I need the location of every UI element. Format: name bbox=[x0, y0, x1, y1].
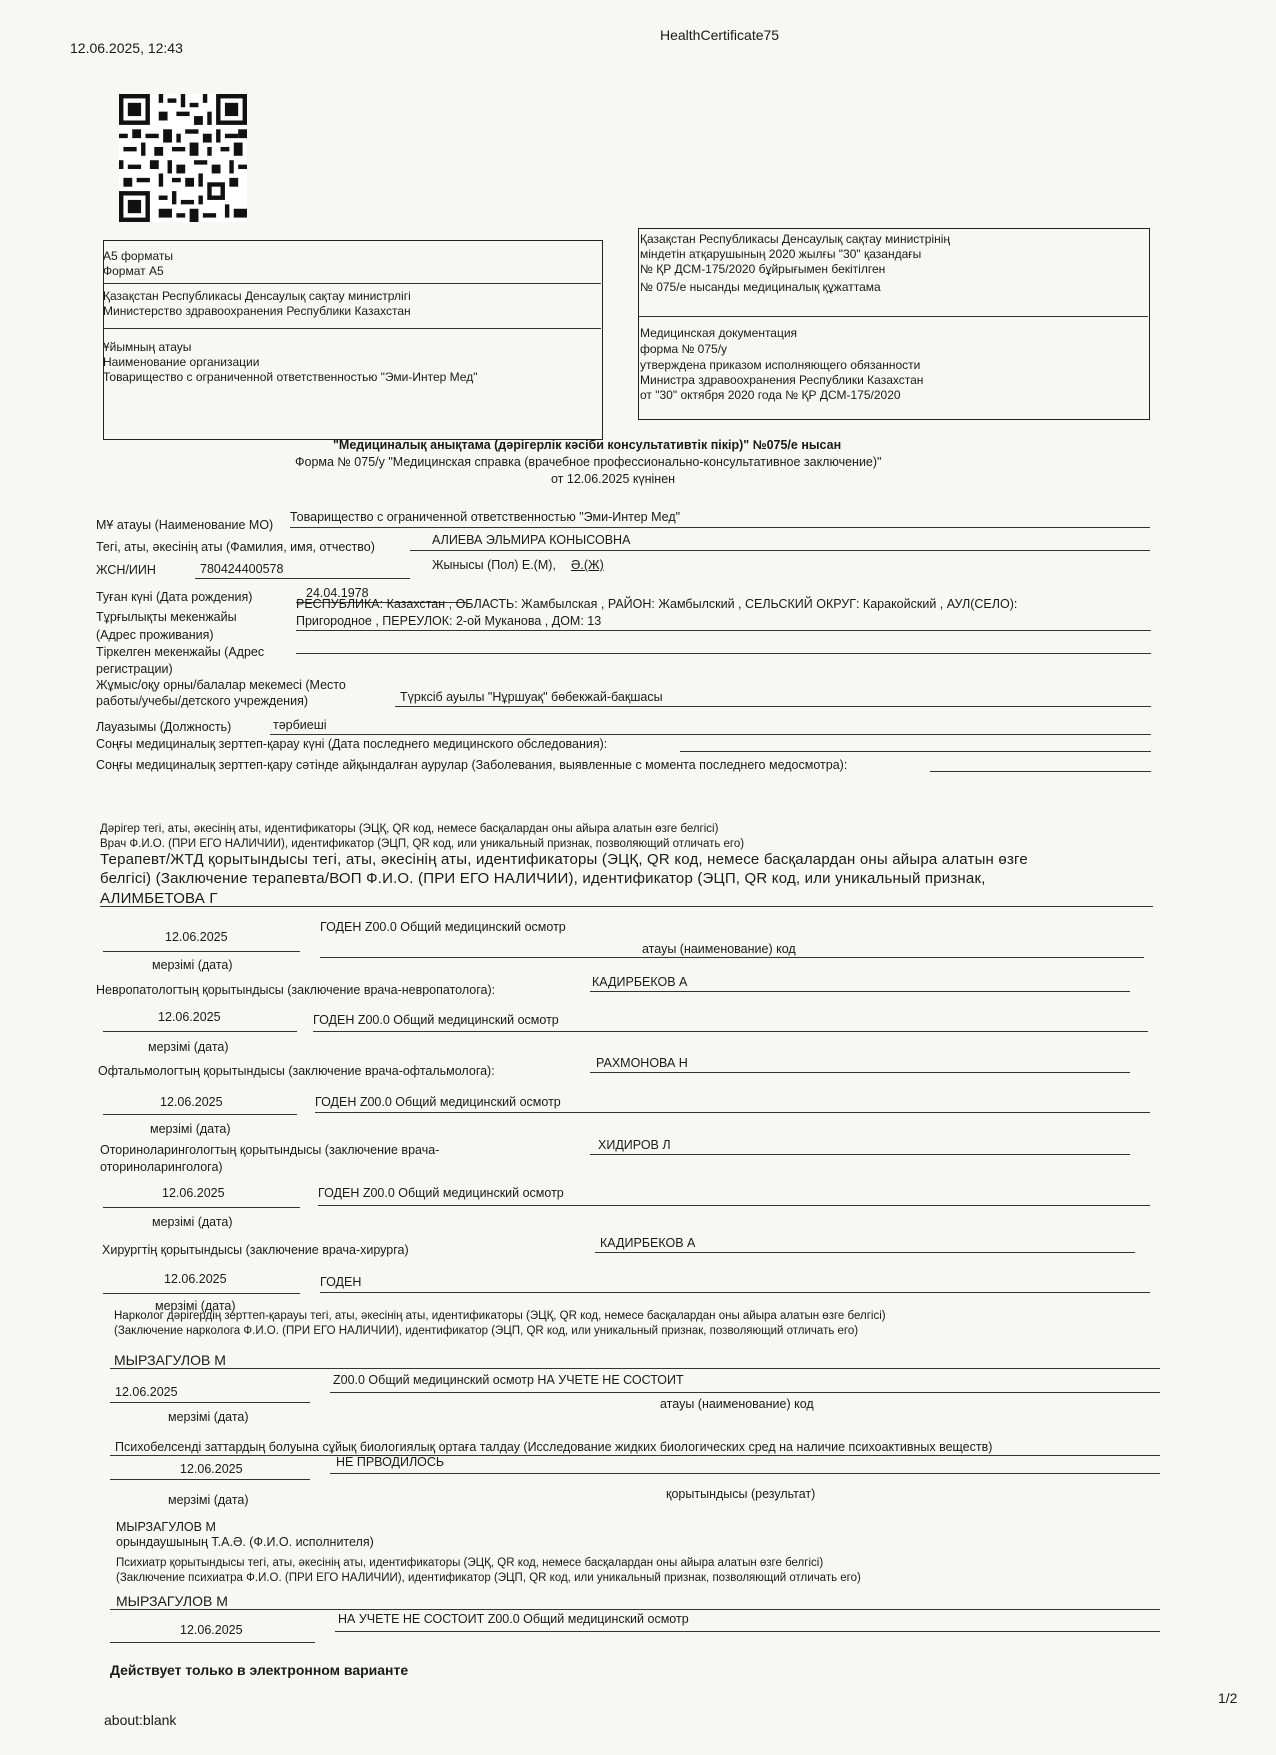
psych-doctor: МЫРЗАГУЛОВ М bbox=[116, 1593, 228, 1609]
ent-label-1: Оториноларингологтың қорытындысы (заключение врача- bbox=[100, 1143, 440, 1157]
performer-name: МЫРЗАГУЛОВ М bbox=[116, 1520, 216, 1534]
order-kz-1: Қазақстан Республикасы Денсаулық сақтау министрінің bbox=[640, 232, 951, 246]
doctor-intro-ru: Врач Ф.И.О. (ПРИ ЕГО НАЛИЧИИ), идентификатор (ЭЦП, QR код, или уникальный признак, позволяющий отличать его) bbox=[100, 838, 745, 850]
ent-conclusion: ГОДЕН Z00.0 Общий медицинский осмотр bbox=[318, 1186, 564, 1200]
field-line bbox=[110, 1642, 315, 1643]
sex-value: Ә.(Ж) bbox=[571, 558, 604, 572]
mo-label: МҰ атауы (Наименование МО) bbox=[96, 518, 274, 532]
position-value: тәрбиеші bbox=[273, 718, 327, 732]
field-line bbox=[290, 527, 1150, 528]
order-ru-3: утверждена приказом исполняющего обязанности bbox=[640, 358, 921, 372]
doctor-intro-kz: Дәрігер тегі, аты, әкесінің аты, идентификаторы (ЭЦҚ, QR код, немесе басқалардан оны айыра алатын өзге белгісі) bbox=[100, 823, 719, 835]
surgeon-label: Хирургтің қорытындысы (заключение врача-хирурга) bbox=[102, 1243, 409, 1257]
field-line bbox=[330, 1392, 1160, 1393]
ophth-conclusion: ГОДЕН Z00.0 Общий медицинский осмотр bbox=[315, 1095, 561, 1109]
field-line bbox=[335, 1631, 1160, 1632]
field-line bbox=[110, 1368, 1160, 1369]
divider bbox=[103, 283, 601, 284]
therapist-label-2: белгісі) (Заключение терапевта/ВОП Ф.И.О. (ПРИ ЕГО НАЛИЧИИ), идентификатор (ЭЦП, QR код, или уникальный признак, bbox=[100, 870, 986, 887]
sex-label: Жынысы (Пол) Е.(М), bbox=[432, 558, 556, 572]
document-title: HealthCertificate75 bbox=[660, 27, 780, 43]
field-line bbox=[110, 1402, 310, 1403]
psychoactive-date: 12.06.2025 bbox=[180, 1462, 243, 1476]
field-line bbox=[270, 734, 1151, 735]
reg-label-kz: Тіркелген мекенжайы (Адрес bbox=[96, 645, 265, 659]
order-kz-2: міндетін атқарушының 2020 жылғы "30" қазандағы bbox=[640, 247, 922, 261]
reg-label-ru: регистрации) bbox=[96, 662, 173, 676]
narco-code-label: атауы (наименование) код bbox=[660, 1397, 814, 1411]
address-line-2: Пригородное , ПЕРЕУЛОК: 2-ой Муканова , ДОМ: 13 bbox=[296, 614, 602, 628]
therapist-conclusion: ГОДЕН Z00.0 Общий медицинский осмотр bbox=[320, 920, 566, 934]
psych-conclusion: НА УЧЕТЕ НЕ СОСТОИТ Z00.0 Общий медицинский осмотр bbox=[338, 1612, 689, 1626]
fio-value: АЛИЕВА ЭЛЬМИРА КОНЫСОВНА bbox=[432, 533, 631, 547]
org-name: Товарищество с ограниченной ответственностью "Эми-Интер Мед" bbox=[103, 370, 478, 384]
field-line bbox=[103, 951, 300, 952]
address-line-1: РЕСПУБЛИКА: Казахстан , ОБЛАСТЬ: Жамбылская , РАЙОН: Жамбылский , СЕЛЬСКИЙ ОКРУГ: Каракойский , АУЛ(СЕЛО): bbox=[296, 597, 1018, 611]
dob-value: 24.04.1978 bbox=[306, 586, 369, 600]
neuro-label: Невропатологтың қорытындысы (заключение врача-невропатолога): bbox=[96, 983, 496, 997]
address-label-ru: (Адрес проживания) bbox=[96, 628, 214, 642]
print-timestamp: 12.06.2025, 12:43 bbox=[70, 40, 183, 56]
ophth-doctor: РАХМОНОВА Н bbox=[596, 1056, 688, 1070]
field-line bbox=[103, 1114, 297, 1115]
narco-label-1: Нарколог дәрігердің зерттеп-қарауы тегі, аты, әкесінің аты, идентификаторы (ЭЦҚ, QR код, немесе басқалардан оны айыра алатын өзге белгісі) bbox=[114, 1310, 886, 1322]
qr-code bbox=[119, 94, 247, 222]
page-number: 1/2 bbox=[1218, 1690, 1238, 1706]
work-label-1: Жұмыс/оқу орны/балалар мекемесі (Место bbox=[96, 678, 346, 692]
ent-doctor: ХИДИРОВ Л bbox=[598, 1138, 671, 1152]
neuro-date-label: мерзімі (дата) bbox=[148, 1040, 229, 1054]
order-ru-5: от "30" октября 2020 года № ҚР ДСМ-175/2020 bbox=[640, 388, 901, 402]
field-line bbox=[320, 1292, 1150, 1293]
field-line bbox=[103, 1293, 300, 1294]
performer-label: орындаушының Т.А.Ә. (Ф.И.О. исполнителя) bbox=[116, 1535, 374, 1549]
field-line bbox=[680, 751, 1151, 752]
surgeon-doctor: КАДИРБЕКОВ А bbox=[600, 1236, 696, 1250]
surgeon-date-label: мерзімі (дата) bbox=[155, 1299, 236, 1313]
ophth-date: 12.06.2025 bbox=[160, 1095, 223, 1109]
psych-label-2: (Заключение психиатра Ф.И.О. (ПРИ ЕГО НАЛИЧИИ), идентификатор (ЭЦП, QR код, или уникальный признак, позволяющий отличать его) bbox=[116, 1572, 861, 1584]
divider bbox=[638, 316, 1148, 317]
field-line bbox=[395, 706, 1151, 707]
fio-label: Тегі, аты, әкесінің аты (Фамилия, имя, отчество) bbox=[96, 540, 375, 554]
diseases-label: Соңғы медициналық зерттеп-қару сәтінде айқындалған аурулар (Заболевания, выявленные с момента последнего медосмотра): bbox=[96, 758, 848, 772]
field-line bbox=[313, 1031, 1148, 1032]
ent-label-2: оториноларинголога) bbox=[100, 1160, 223, 1174]
surgeon-conclusion: ГОДЕН bbox=[320, 1275, 362, 1289]
psych-label-1: Психиатр қорытындысы тегі, аты, әкесінің аты, идентификаторы (ЭЦҚ, QR код, немесе басқалардан оны айыра алатын өзге белгісі) bbox=[116, 1557, 824, 1569]
footer-url: about:blank bbox=[104, 1712, 177, 1728]
field-line bbox=[103, 1207, 300, 1208]
therapist-label-1: Терапевт/ЖТД қорытындысы тегі, аты, әкесінің аты, идентификаторы (ЭЦҚ, QR код, немесе басқалардан оны айыра алатын өзге bbox=[100, 851, 1028, 868]
divider bbox=[103, 328, 601, 329]
field-line bbox=[318, 1205, 1150, 1206]
order-ru-1: Медицинская документация bbox=[640, 326, 798, 340]
field-line bbox=[110, 1609, 1160, 1610]
narco-date-label: мерзімі (дата) bbox=[168, 1410, 249, 1424]
narco-label-2: (Заключение нарколога Ф.И.О. (ПРИ ЕГО НАЛИЧИИ), идентификатор (ЭЦП, QR код, или уникальный признак, позволяющий отличать его) bbox=[114, 1325, 859, 1337]
iin-label: ЖСН/ИИН bbox=[96, 563, 156, 577]
psychoactive-date-label: мерзімі (дата) bbox=[168, 1493, 249, 1507]
work-label-2: работы/учебы/детского учреждения) bbox=[96, 694, 308, 708]
neuro-date: 12.06.2025 bbox=[158, 1010, 221, 1024]
field-line bbox=[110, 1479, 310, 1480]
narco-doctor: МЫРЗАГУЛОВ М bbox=[114, 1352, 226, 1368]
form-title-kz: "Медициналық анықтама (дәрігерлік кәсіби консультативтік пікір)" №075/е нысан bbox=[333, 438, 842, 452]
psychoactive-result-label: қорытындысы (результат) bbox=[666, 1487, 816, 1501]
field-line bbox=[590, 991, 1130, 992]
field-line bbox=[320, 957, 1144, 958]
last-exam-label: Соңғы медициналық зерттеп-қарау күні (Дата последнего медицинского обследования): bbox=[96, 737, 608, 751]
field-line bbox=[595, 1252, 1135, 1253]
ent-date-label: мерзімі (дата) bbox=[152, 1215, 233, 1229]
psychoactive-label: Психобелсенді заттардың болуына сұйық биологиялық ортаға талдау (Исследование жидких биологических сред на наличие психоактивных веществ) bbox=[115, 1440, 993, 1454]
field-line bbox=[590, 1072, 1130, 1073]
position-label: Лауазымы (Должность) bbox=[96, 720, 232, 734]
therapist-date-label: мерзімі (дата) bbox=[152, 958, 233, 972]
order-kz-3: № ҚР ДСМ-175/2020 бұйрығымен бекітілген bbox=[640, 262, 886, 276]
neuro-conclusion: ГОДЕН Z00.0 Общий медицинский осмотр bbox=[313, 1013, 559, 1027]
org-label-ru: Наименование организации bbox=[103, 355, 260, 369]
order-ru-4: Министра здравоохранения Республики Казахстан bbox=[640, 373, 924, 387]
field-line bbox=[590, 1154, 1130, 1155]
format-kz: А5 форматы bbox=[103, 249, 174, 263]
psychoactive-result: НЕ ПРВОДИЛОСЬ bbox=[336, 1455, 445, 1469]
field-line bbox=[930, 771, 1151, 772]
field-line bbox=[330, 1473, 1160, 1474]
psych-date: 12.06.2025 bbox=[180, 1623, 243, 1637]
therapist-doctor: АЛИМБЕТОВА Г bbox=[100, 890, 218, 907]
field-line bbox=[296, 630, 1151, 631]
iin-value: 780424400578 bbox=[200, 562, 284, 576]
therapist-code-label: атауы (наименование) код bbox=[642, 942, 796, 956]
ophth-label: Офтальмологтың қорытындысы (заключение врача-офтальмолога): bbox=[98, 1064, 495, 1078]
narco-date: 12.06.2025 bbox=[115, 1385, 178, 1399]
field-line bbox=[100, 906, 1153, 907]
work-value: Түрксіб ауылы "Нұршуақ" бөбекжай-бақшасы bbox=[400, 690, 663, 704]
ministry-ru: Министерство здравоохранения Республики Казахстан bbox=[103, 304, 411, 318]
narco-conclusion: Z00.0 Общий медицинский осмотр НА УЧЕТЕ НЕ СОСТОИТ bbox=[333, 1373, 684, 1387]
surgeon-date: 12.06.2025 bbox=[164, 1272, 227, 1286]
format-ru: Формат А5 bbox=[103, 264, 164, 278]
order-ru-2: форма № 075/у bbox=[640, 342, 728, 356]
ophth-date-label: мерзімі (дата) bbox=[150, 1122, 231, 1136]
field-line bbox=[315, 1112, 1150, 1113]
form-date: от 12.06.2025 күнінен bbox=[551, 472, 676, 486]
form-title-ru: Форма № 075/у "Медицинская справка (врачебное профессионально-консультативное заключение)" bbox=[295, 455, 882, 469]
electronic-only-note: Действует только в электронном варианте bbox=[110, 1662, 409, 1678]
mo-value: Товарищество с ограниченной ответственностью "Эми-Интер Мед" bbox=[290, 510, 681, 524]
order-kz-4: № 075/е нысанды медициналық құжаттама bbox=[640, 280, 881, 294]
dob-label: Туған күні (Дата рождения) bbox=[96, 590, 253, 604]
ent-date: 12.06.2025 bbox=[162, 1186, 225, 1200]
field-line bbox=[410, 550, 1150, 551]
org-label-kz: Ұйымның атауы bbox=[103, 340, 192, 354]
neuro-doctor: КАДИРБЕКОВ А bbox=[592, 975, 688, 989]
ministry-kz: Қазақстан Республикасы Денсаулық сақтау министрлігі bbox=[103, 289, 411, 303]
therapist-date: 12.06.2025 bbox=[165, 930, 228, 944]
address-label-kz: Тұрғылықты мекенжайы bbox=[96, 610, 237, 624]
field-line bbox=[296, 653, 1151, 654]
field-line bbox=[103, 1031, 297, 1032]
field-line bbox=[195, 578, 410, 579]
field-line bbox=[110, 1455, 1160, 1456]
